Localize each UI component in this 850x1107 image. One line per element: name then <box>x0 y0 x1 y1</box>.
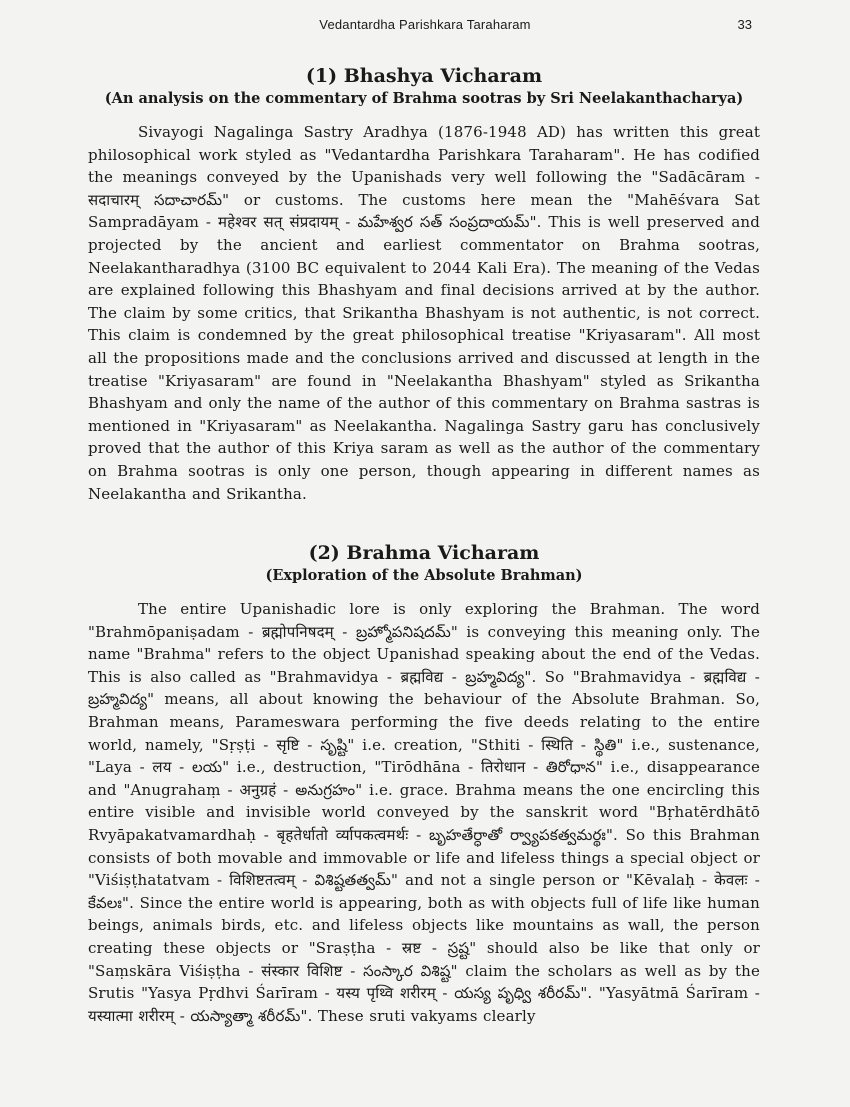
section-subtitle: (Exploration of the Absolute Brahman) <box>265 567 583 585</box>
section-brahma-vicharam <box>88 541 760 1027</box>
section-subtitle: (An analysis on the commentary of Brahma sootras by Sri Neelakanthacharya) <box>104 90 744 107</box>
page-header <box>0 14 850 36</box>
running-title: Vedantardha Parishkara Taraharam <box>319 17 531 32</box>
section-title: (1) Bhashya Vicharam <box>305 65 543 87</box>
page-number: 33 <box>737 17 752 32</box>
body-paragraph: Sivayogi Nagalinga Sastry Aradhya (1876-1948 AD) has written this great philosophical work styled as "Vedantardha Parishkara Taraharam". He has codified the meanings conveyed by the Upanishads very well following the "Sadācāram - सदाचारम् సదాచారమ్" or customs. The customs here mean the "Mahēśvara Sat Sampradāyam - महेश्वर सत् संप्रदायम् - మహేశ్వర సత్ సంప్రదాయమ్". This is well preserved and projected by the ancient and earliest commentator on Brahma sootras, Neelakantharadhya (3100 BC equivalent to 2044 Kali Era). The meaning of the Vedas are explained following this Bhashyam and final decisions arrived at by the author. The claim by some critics, that Srikantha Bhashyam is not authentic, is not correct. This claim is condemned by the great philosophical treatise "Kriyasaram". All most all the propositions made and the conclusions arrived and discussed at length in the treatise "Kriyasaram" are found in "Neelakantha Bhashyam" styled as Srikantha Bhashyam and only the name of the author of this commentary on Brahma sastras is mentioned in "Kriyasaram" as Neelakantha. Nagalinga Sastry garu has conclusively proved that the author of this Kriya saram as well as the author of the commentary on Brahma sootras is only one person, though appearing in different names as Neelakantha and Srikantha. <box>88 123 760 503</box>
page-body <box>88 64 760 1027</box>
section-title: (2) Brahma Vicharam <box>308 542 540 565</box>
body-paragraph: The entire Upanishadic lore is only exploring the Brahman. The word "Brahmōpaniṣadam - ब्रह्मोपनिषदम् - బ్రహ్మోపనిషదమ్" is conveying this meaning only. The name "Brahma" refers to the object Upanishad speaking about the end of the Vedas. This is also called as "Brahmavidya - ब्रह्मविद्य - బ్రహ్మవిద్య". So "Brahmavidya - ब्रह्मविद्य - బ్రహ్మవిద్య" means, all about knowing the behaviour of the Absolute Brahman. So, Brahman means, Parameswara performing the five deeds relating to the entire world, namely, "Sṛṣṭi - सृष्टि - సృష్టి" i.e. creation, "Sthiti - स्थिति - స్థితి" i.e., sustenance, "Laya - लय - లయ" i.e., destruction, "Tirōdhāna - तिरोधान - తిరోధాన" i.e., disappearance and "Anugrahaṃ - अनुग्रहं - అనుగ్రహం" i.e. grace. Brahma means the one encircling this entire visible and invisible world conveyed by the sanskrit word "Bṛhatērdhātō Rvyāpakatvamardhaḥ - बृहतेर्धातो र्व्यापकत्वमर्थः - బృహతేర్ధాతో ర్వ్యాపకత్వమర్థః". So this Brahman consists of both movable and immovable or life and lifeless things a special object or "Viśiṣṭhatatvam - विशिष्टतत्वम् - విశిష్టతత్వమ్" and not a single person or "Kēvalaḥ - केवलः - కేవలః". Since the entire world is appearing, both as with objects full of life like human beings, animals birds, etc. and lifeless objects like mountains as wall, the person creating these objects or "Sraṣṭha - स्रष्ट - స్రష్ట" should also be like that only or "Saṃskāra Viśiṣṭha - संस्कार विशिष्ट - సంస్కార విశిష్ట" claim the scholars as well as by the Srutis "Yasya Pṛdhvi Śarīram - यस्य पृथ्वि शरीरम् - యస్య పృధ్వి శరీరమ్". "Yasyātmā Śarīram - यस्यात्मा शरीरम् - యస్యాత్మా శరీరమ్". These sruti vakyams clearly <box>88 600 760 1025</box>
section-bhashya-vicharam <box>88 64 760 505</box>
